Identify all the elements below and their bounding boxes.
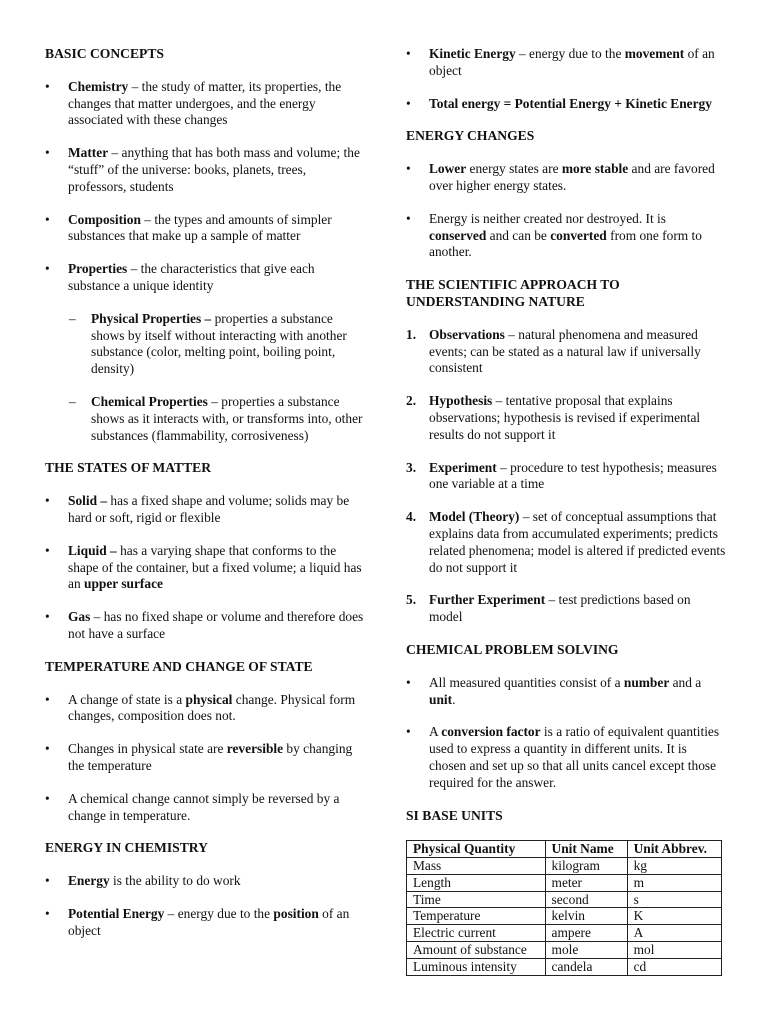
bullet-icon: •	[45, 145, 50, 161]
dash-icon: –	[69, 310, 76, 326]
bullet-icon: •	[406, 674, 411, 690]
heading-temperature-change: TEMPERATURE AND CHANGE OF STATE	[45, 658, 313, 674]
bullet-icon: •	[45, 790, 50, 806]
bullet-icon: •	[406, 161, 411, 177]
heading-scientific-approach: THE SCIENTIFIC APPROACH TO UNDERSTANDING NATURE	[406, 277, 620, 309]
sub-list-item: – Physical Properties – properties a substance shows by itself without interacting with another substance (color, melting point, boiling point, density)	[69, 310, 347, 377]
table-row	[407, 925, 722, 942]
list-item: • Kinetic Energy – energy due to the movement of an object	[406, 46, 715, 78]
bullet-icon: •	[45, 211, 50, 227]
problem-solving-list	[406, 675, 726, 792]
heading-energy-in-chemistry: ENERGY IN CHEMISTRY	[45, 840, 208, 856]
list-item: 1. Observations – natural phenomena and measured events; can be stated as a natural law if universally consistent	[406, 326, 701, 376]
table-cell: mol	[627, 942, 721, 959]
table-cell: A	[627, 925, 721, 942]
table-cell: kg	[627, 858, 721, 875]
table-row	[407, 874, 722, 891]
right-column	[406, 46, 726, 976]
table-cell: m	[627, 874, 721, 891]
list-item: • A change of state is a physical change. Physical form changes, composition does not.	[45, 691, 356, 724]
table-cell: s	[627, 891, 721, 908]
list-item: • Energy is neither created nor destroyed. It is conserved and can be converted from one form to another.	[406, 210, 702, 260]
table-row	[407, 942, 722, 959]
list-item: 5. Further Experiment – test predictions based on model	[406, 592, 691, 625]
si-units-table	[406, 840, 722, 975]
heading-states-of-matter: THE STATES OF MATTER	[45, 460, 212, 476]
bullet-icon: •	[45, 609, 50, 625]
bullet-icon: •	[406, 724, 411, 740]
column-header: Physical Quantity	[407, 841, 546, 858]
table-cell: second	[545, 891, 627, 908]
energy-changes-list	[406, 161, 726, 261]
bullet-icon: •	[45, 905, 50, 921]
energy-continued-list	[406, 46, 726, 112]
list-item: • Liquid – has a varying shape that conforms to the shape of the container, but a fixed volume; a liquid has an upper surface	[45, 542, 362, 592]
list-item: • Changes in physical state are reversible by changing the temperature	[45, 741, 353, 773]
heading-si-base-units: SI BASE UNITS	[406, 807, 503, 823]
bullet-icon: •	[45, 261, 50, 277]
bullet-icon: •	[45, 542, 50, 558]
bullet-icon: •	[45, 691, 50, 707]
bullet-icon: •	[45, 741, 50, 757]
list-item: 2. Hypothesis – tentative proposal that explains observations; hypothesis is revised if experimental results do not support it	[406, 393, 701, 442]
states-list	[45, 493, 365, 643]
left-column	[45, 46, 365, 955]
sub-list-item: – Chemical Properties – properties a substance shows as it interacts with, or transforms into, other substances (flammability, corrosiveness)	[69, 393, 363, 443]
list-item: • Energy is the ability to do work	[45, 873, 241, 889]
temperature-list	[45, 692, 365, 825]
table-header-row	[407, 841, 722, 858]
column-header: Unit Name	[545, 841, 627, 858]
table-row	[407, 891, 722, 908]
table-cell: Length	[407, 874, 546, 891]
table-cell: K	[627, 908, 721, 925]
table-cell: cd	[627, 958, 721, 975]
table-cell: ampere	[545, 925, 627, 942]
table-cell: kilogram	[545, 858, 627, 875]
list-item: • Composition – the types and amounts of simpler substances that make up a sample of matter	[45, 211, 332, 244]
list-item: • All measured quantities consist of a number and a unit.	[406, 674, 702, 707]
list-item: • Properties – the characteristics that give each substance a unique identity	[45, 261, 315, 293]
column-header: Unit Abbrev.	[627, 841, 721, 858]
table-cell: Temperature	[407, 908, 546, 925]
table-row	[407, 858, 722, 875]
heading-problem-solving: CHEMICAL PROBLEM SOLVING	[406, 641, 619, 657]
list-item: • Solid – has a fixed shape and volume; solids may be hard or soft, rigid or flexible	[45, 493, 350, 525]
scientific-steps-list	[406, 327, 726, 626]
table-cell: Mass	[407, 858, 546, 875]
table-cell: meter	[545, 874, 627, 891]
table-row	[407, 908, 722, 925]
heading-energy-changes: ENERGY CHANGES	[406, 128, 535, 144]
list-item: • Matter – anything that has both mass and volume; the “stuff” of the universe: books, planets, trees, professors, students	[45, 145, 360, 194]
table-cell: Electric current	[407, 925, 546, 942]
energy-list	[45, 873, 365, 939]
dash-icon: –	[69, 393, 76, 409]
bullet-icon: •	[45, 873, 50, 889]
table-cell: Amount of substance	[407, 942, 546, 959]
heading-basic-concepts: BASIC CONCEPTS	[45, 46, 164, 61]
bullet-icon: •	[406, 46, 411, 61]
table-cell: Time	[407, 891, 546, 908]
list-item: • Lower energy states are more stable and are favored over higher energy states.	[406, 161, 715, 193]
bullet-icon: •	[45, 78, 50, 94]
table-cell: mole	[545, 942, 627, 959]
table-cell: kelvin	[545, 908, 627, 925]
list-item: • Gas – has no fixed shape or volume and therefore does not have a surface	[45, 609, 364, 641]
list-item: • A chemical change cannot simply be reversed by a change in temperature.	[45, 790, 340, 823]
list-item: • Potential Energy – energy due to the position of an object	[45, 905, 350, 938]
list-item: • A conversion factor is a ratio of equivalent quantities used to express a quantity in different units. It is chosen and set up so that all units cancel except those required for the answer.	[406, 724, 720, 790]
bullet-icon: •	[45, 493, 50, 509]
table-cell: Luminous intensity	[407, 958, 546, 975]
list-item: • Total energy = Potential Energy + Kinetic Energy	[406, 95, 712, 111]
bullet-icon: •	[406, 95, 411, 111]
list-item: 4. Model (Theory) – set of conceptual assumptions that explains data from accumulated experiments; predicts related phenomena; model is altered if predicted events do not support it	[406, 509, 726, 575]
basic-concepts-list	[45, 79, 365, 445]
bullet-icon: •	[406, 210, 411, 226]
list-item: 3. Experiment – procedure to test hypothesis; measures one variable at a time	[406, 459, 717, 492]
table-cell: candela	[545, 958, 627, 975]
table-row	[407, 958, 722, 975]
list-item: • Chemistry – the study of matter, its properties, the changes that matter undergoes, and the energy associated with these changes	[45, 78, 342, 128]
